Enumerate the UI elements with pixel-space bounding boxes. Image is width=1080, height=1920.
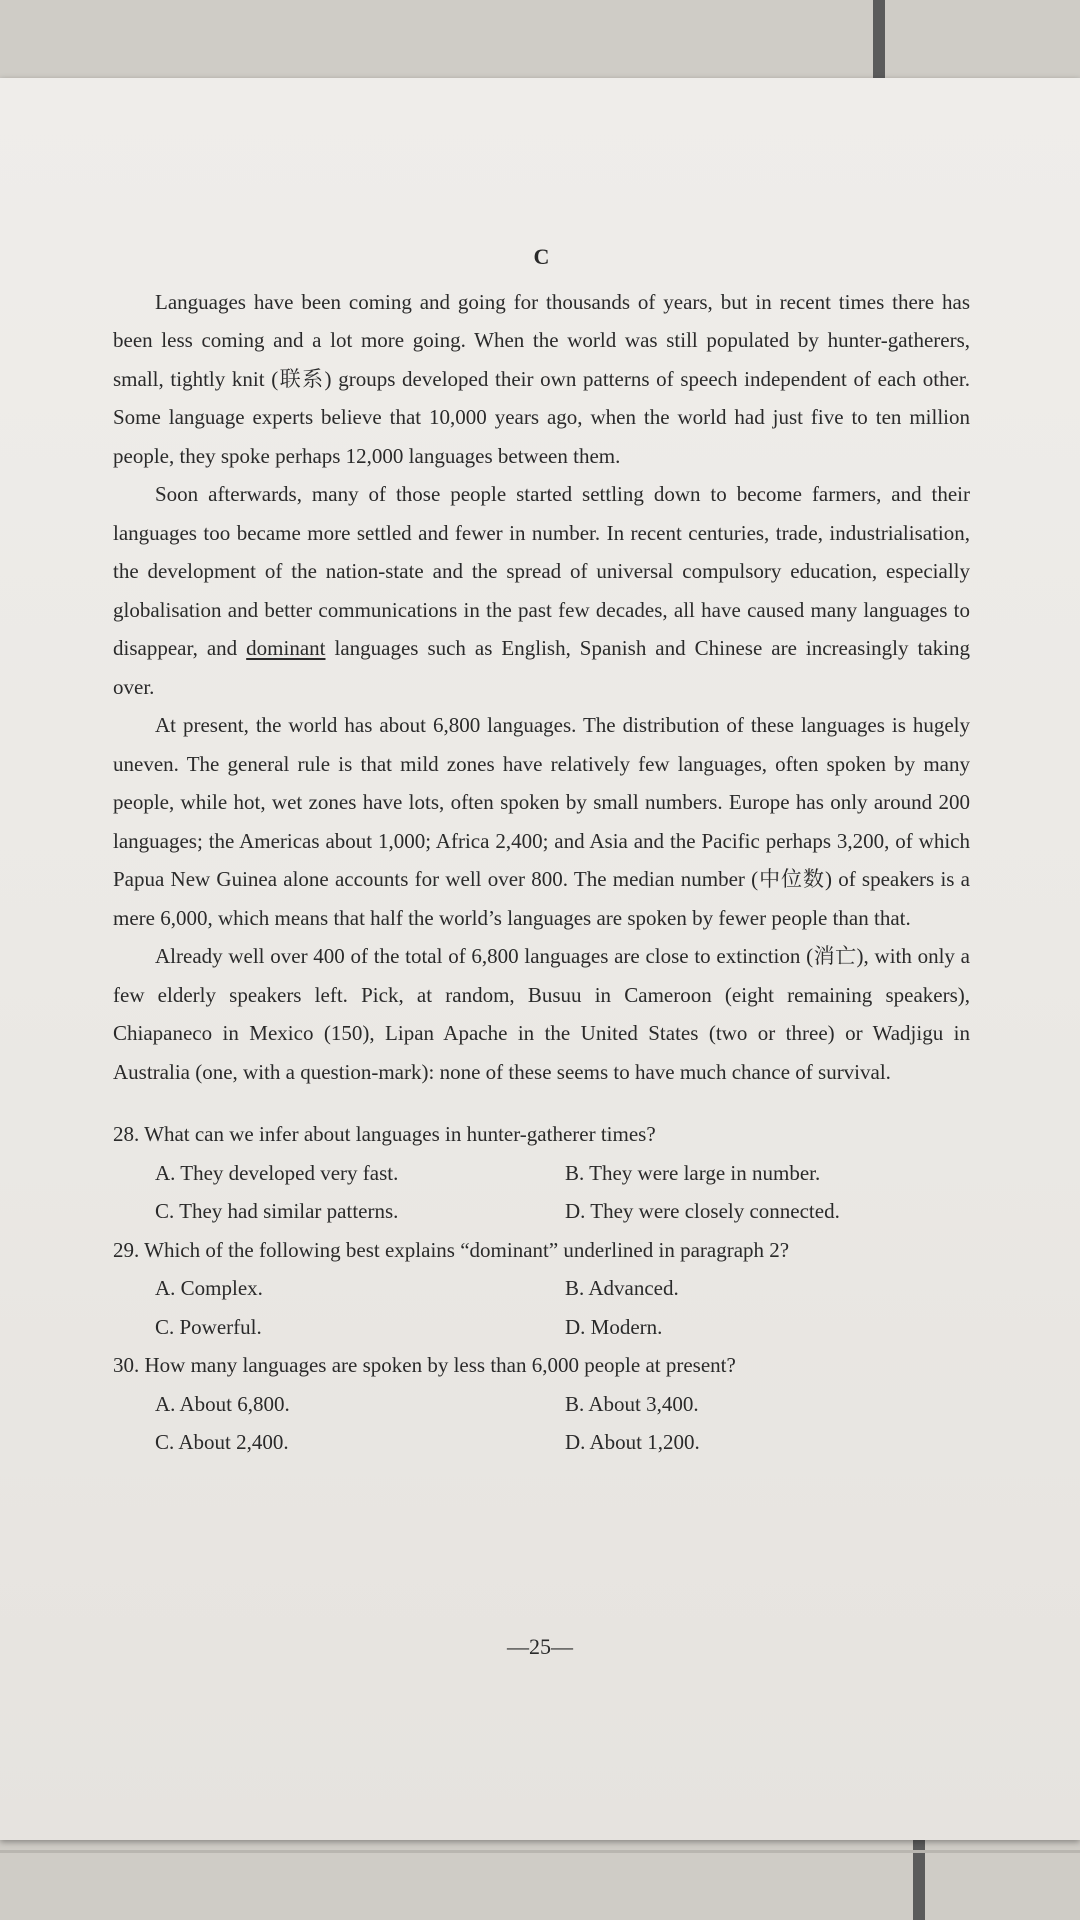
question-30	[113, 1346, 970, 1462]
question-29	[113, 1231, 970, 1347]
option-b: B. They were large in number.	[565, 1160, 821, 1185]
question-list	[113, 1115, 970, 1462]
paragraph-text: At present, the world has about 6,800 languages. The distribution of these languages is hugely uneven. The general rule is that mild zones have relatively few languages, often spoken by many people, while hot, wet zones have lots, often spoken by small numbers. Europe has only around 200 languages; the Americas about 1,000; Africa 2,400; and Asia and the Pacific perhaps 3,200, of which Papua New Guinea alone accounts for well over 800. The median number (中位数) of speakers is a mere 6,000, which means that half the world’s languages are spoken by fewer people than that.	[113, 713, 970, 930]
page-number: —25—	[507, 1634, 573, 1659]
option-a: A. Complex.	[155, 1276, 263, 1300]
option-grid	[113, 1154, 970, 1231]
question-28	[113, 1115, 970, 1231]
reading-passage	[113, 238, 970, 1462]
paragraph-text: Already well over 400 of the total of 6,800 languages are close to extinction (消亡), with only a few elderly speakers left. Pick, at random, Busuu in Cameroon (eight remaining speakers), Chiapaneco in Mexico (150), Lipan Apache in the United States (two or three) or Wadjigu in Australia (one, with a question-mark): none of these seems to have much chance of survival.	[113, 944, 970, 1084]
tile-grout-top	[873, 0, 885, 78]
option-c: C. They had similar patterns.	[155, 1199, 399, 1223]
option-d: D. Modern.	[565, 1314, 663, 1339]
paragraph-3	[113, 706, 970, 937]
paragraph-text: Languages have been coming and going for thousands of years, but in recent times there has been less coming and a lot more going. When the world was still populated by hunter-gatherers, small, tightly knit (联系) groups developed their own patterns of speech independent of each other. Some language experts believe that 10,000 years ago, when the world had just five to ten million people, they spoke perhaps 12,000 languages between them.	[113, 289, 970, 468]
option-a: A. About 6,800.	[155, 1391, 290, 1416]
option-c: C. Powerful.	[155, 1314, 262, 1339]
paragraph-1	[113, 283, 970, 476]
option-d: D. About 1,200.	[565, 1430, 700, 1454]
section-title: C	[533, 244, 550, 269]
paragraph-2	[113, 475, 970, 706]
option-grid	[113, 1385, 970, 1462]
option-a: A. They developed very fast.	[155, 1160, 399, 1185]
question-stem: 30. How many languages are spoken by less than 6,000 people at present?	[113, 1353, 736, 1377]
underlined-word: dominant	[246, 636, 326, 660]
option-b: B. Advanced.	[565, 1276, 679, 1300]
option-c: C. About 2,400.	[155, 1430, 289, 1454]
option-b: B. About 3,400.	[565, 1391, 699, 1416]
paragraph-text-after: languages such as English, Spanish and Chinese are increasingly taking over.	[113, 636, 970, 699]
option-grid	[113, 1269, 970, 1346]
question-stem: 28. What can we infer about languages in hunter-gatherer times?	[113, 1122, 656, 1146]
tile-edge-bottom	[0, 1850, 1080, 1853]
paragraph-text: Soon afterwards, many of those people started settling down to become farmers, and their languages too became more settled and fewer in number. In recent centuries, trade, industrialisation, the development of the nation-state and the spread of universal compulsory education, especially globalisation and better communications in the past few decades, all have caused many languages to disappear, and	[113, 482, 970, 660]
question-stem: 29. Which of the following best explains “dominant” underlined in paragraph 2?	[113, 1237, 790, 1262]
option-d: D. They were closely connected.	[565, 1199, 840, 1223]
paragraph-4	[113, 937, 970, 1091]
